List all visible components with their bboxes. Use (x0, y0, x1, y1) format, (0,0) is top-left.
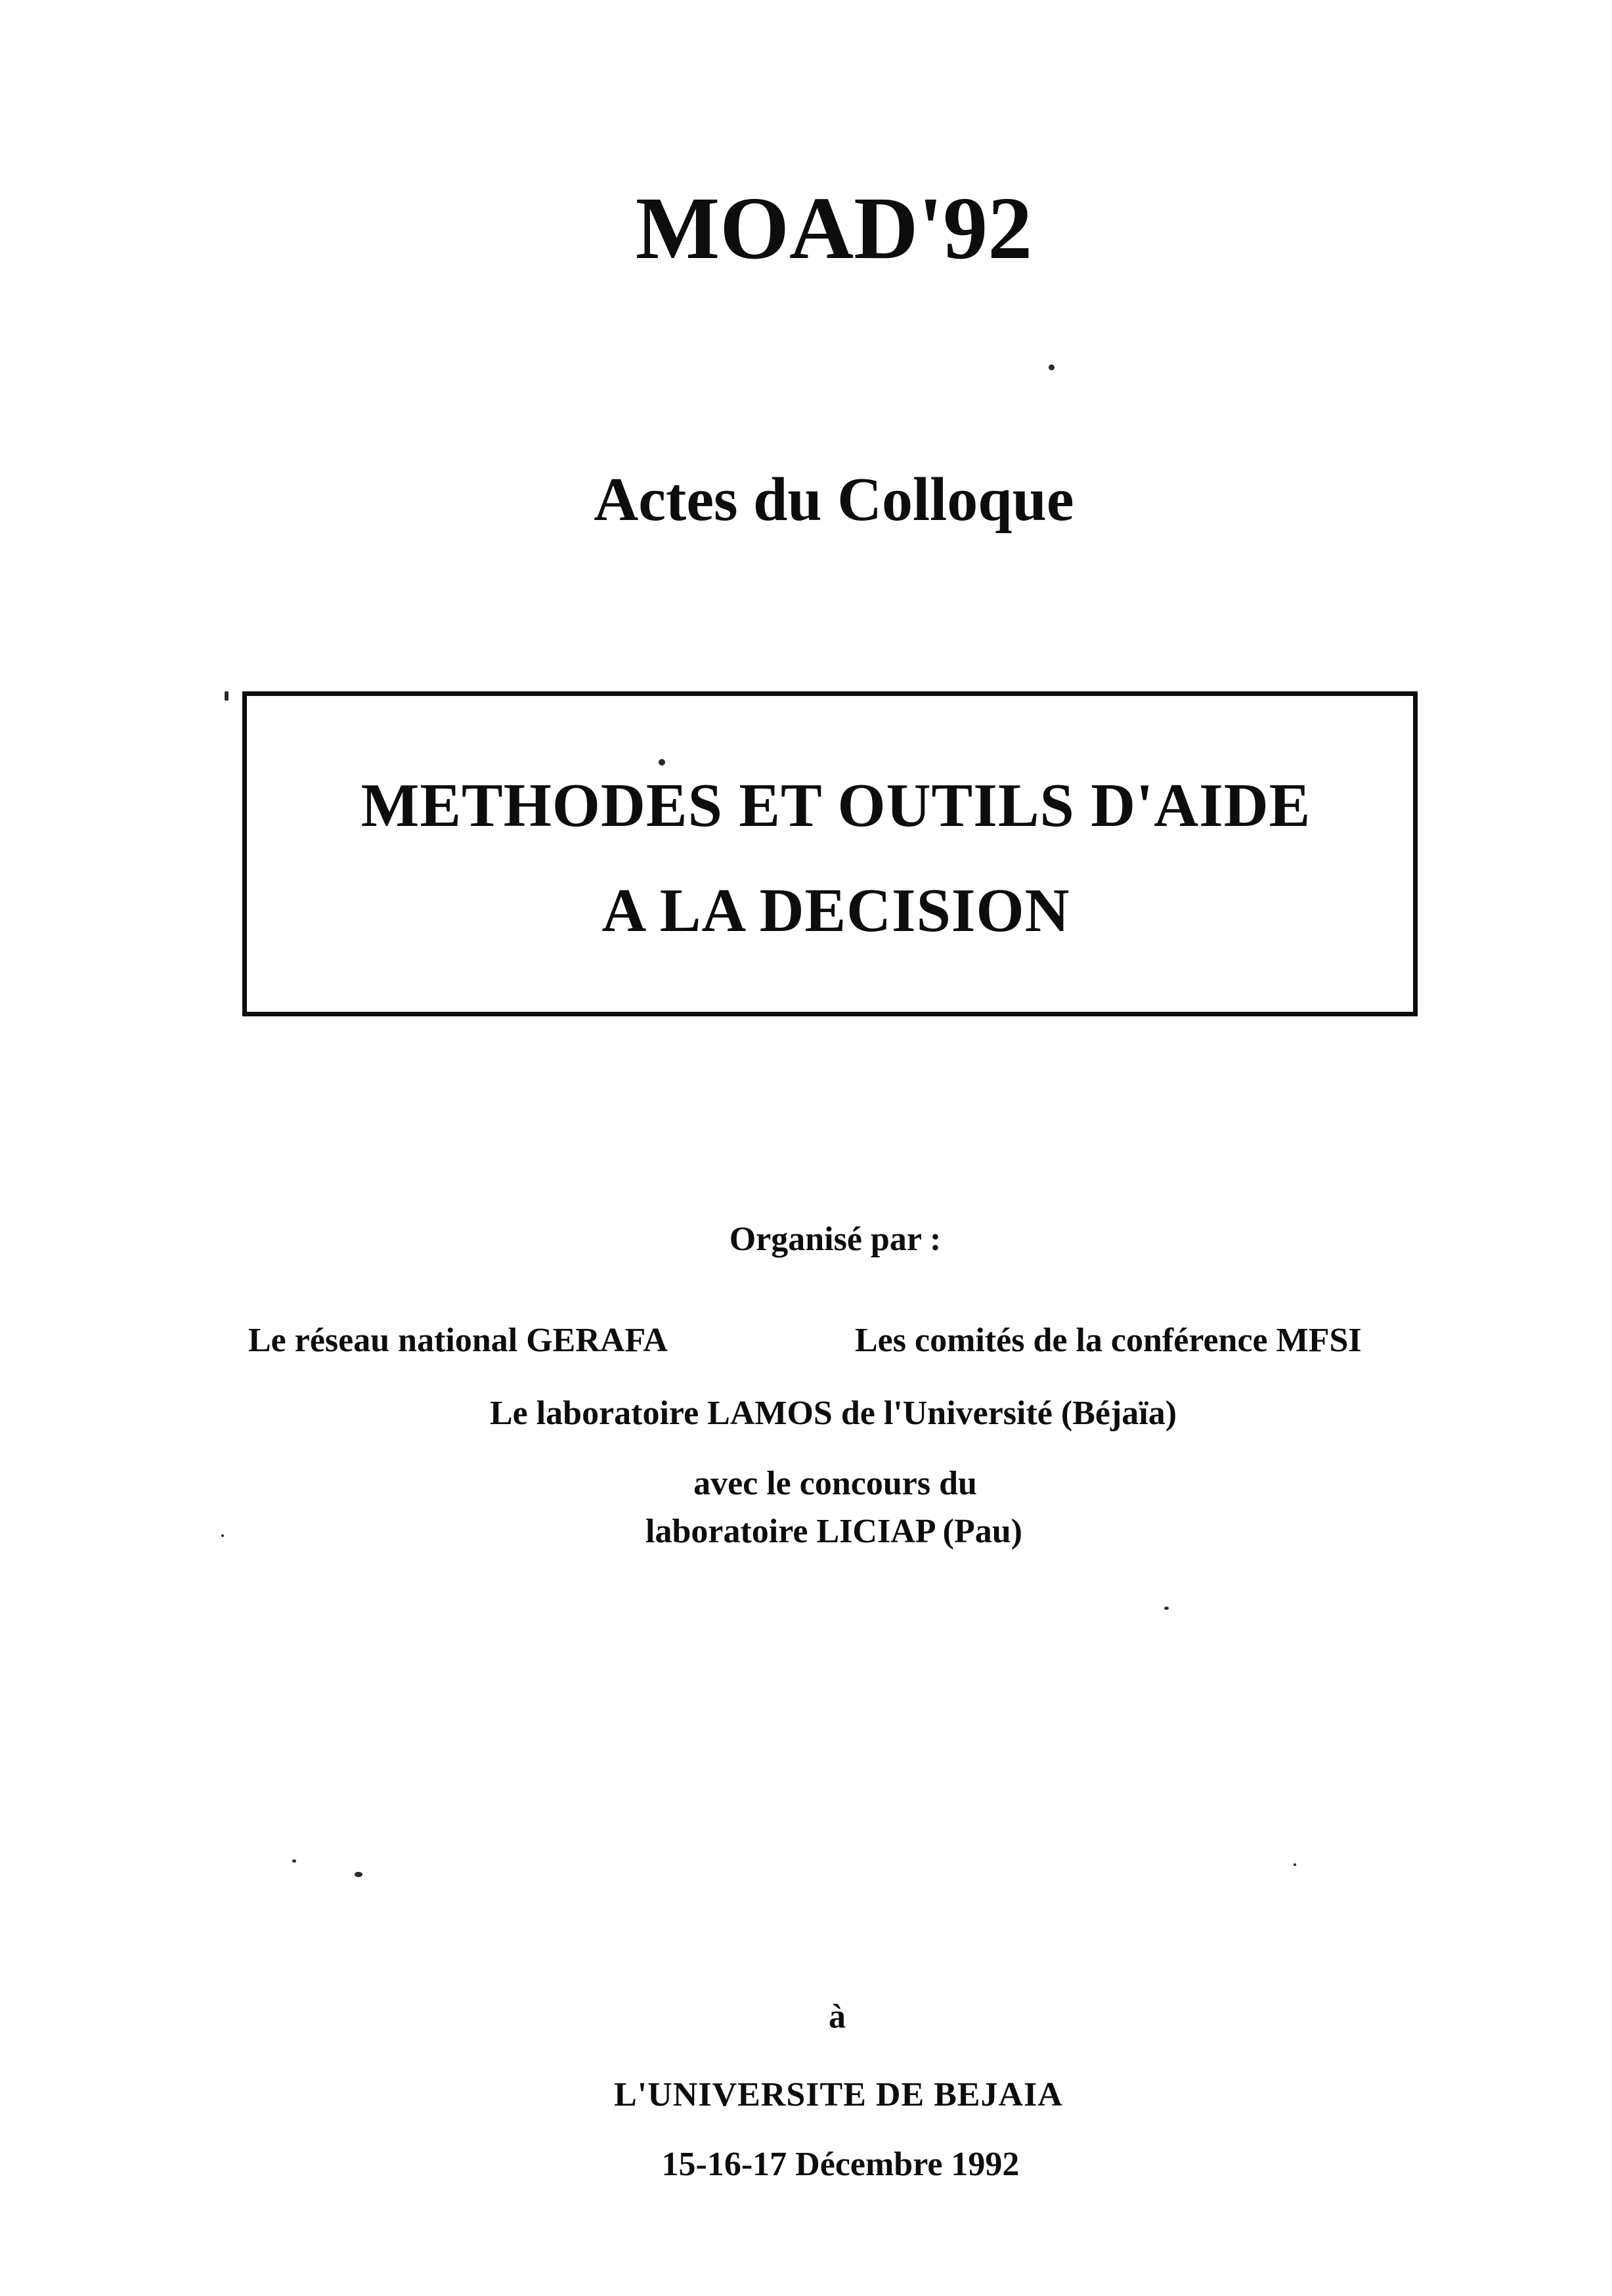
support-line-2: laboratoire LICIAP (Pau) (645, 1513, 1022, 1550)
scan-speck (225, 691, 229, 701)
scan-speck (1049, 364, 1055, 370)
scan-speck (1164, 1607, 1169, 1610)
organizer-lamos: Le laboratoire LAMOS de l'Université (Béjaïa) (489, 1395, 1177, 1432)
venue-name: L'UNIVERSITE DE BEJAIA (614, 2076, 1063, 2113)
organized-by-label: Organisé par : (729, 1221, 942, 1258)
conference-title: MOAD'92 (635, 179, 1033, 278)
support-line-1: avec le concours du (693, 1465, 977, 1502)
scan-speck (221, 1534, 224, 1537)
scan-speck (355, 1872, 362, 1877)
theme-title-box (242, 691, 1418, 1016)
scan-speck (292, 1859, 296, 1863)
organizer-mfsi: Les comités de la conférence MFSI (855, 1322, 1362, 1359)
scan-speck (659, 759, 665, 766)
organizer-gerafa: Le réseau national GERAFA (248, 1322, 668, 1359)
venue-preposition: à (829, 1998, 846, 2035)
theme-title-line-2: A LA DECISION (601, 877, 1070, 945)
theme-title-line-1: METHODES ET OUTILS D'AIDE (360, 771, 1311, 840)
proceedings-label: Actes du Colloque (594, 466, 1074, 534)
scan-speck (1294, 1863, 1296, 1866)
conference-dates: 15-16-17 Décembre 1992 (661, 2146, 1020, 2183)
